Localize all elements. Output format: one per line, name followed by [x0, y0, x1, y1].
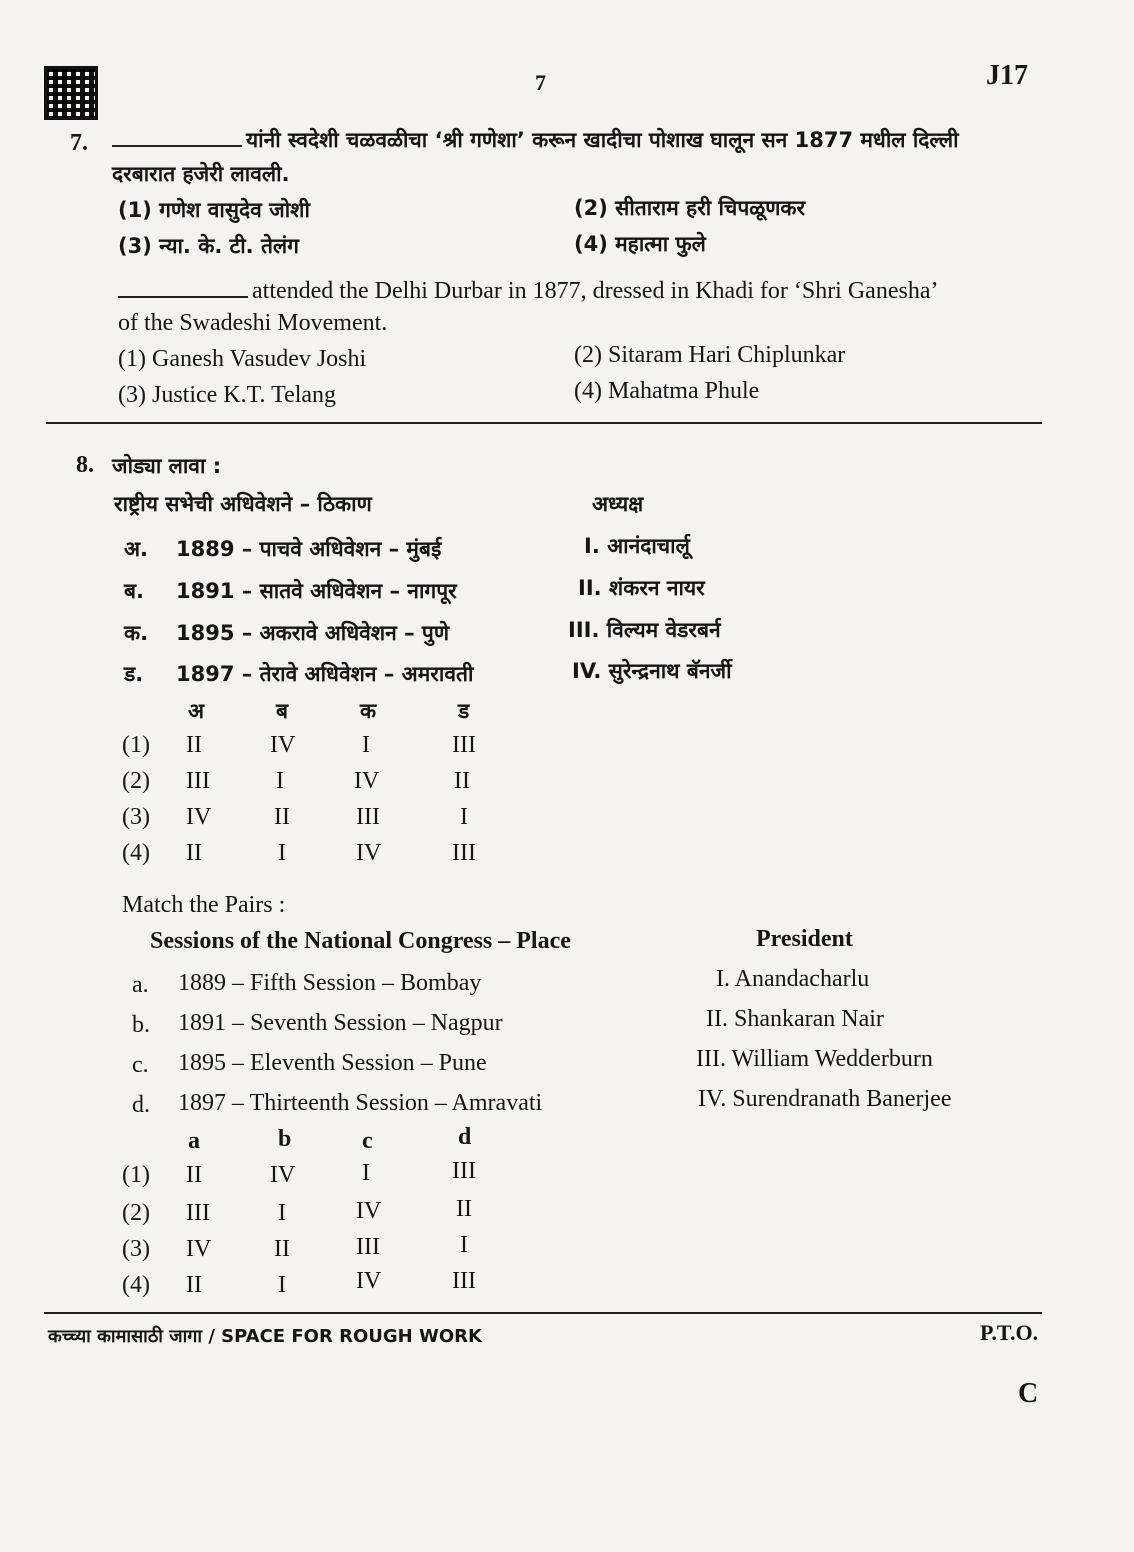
pto-label: P.T.O.: [980, 1320, 1039, 1345]
q8-en-title: Match the Pairs :: [122, 892, 286, 918]
q8-en-grid-option: (3): [122, 1236, 150, 1262]
q8-en-column-right: President: [756, 926, 853, 952]
page-number: 7: [535, 70, 546, 95]
q8-mr-grid-cell: IV: [356, 840, 382, 866]
q8-mr-title: जोड्या लावा :: [112, 454, 222, 478]
q8-mr-grid-cell: IV: [270, 732, 296, 758]
q8-en-grid-cell: III: [452, 1268, 476, 1294]
q8-mr-grid-cell: II: [186, 732, 202, 758]
q8-mr-pair-president: II. शंकरन नायर: [578, 576, 705, 600]
q8-en-grid-option: (1): [122, 1162, 150, 1188]
q8-en-pair-text: 1897 – Thirteenth Session – Amravati: [178, 1090, 543, 1116]
q8-en-grid-cell: IV: [186, 1236, 212, 1262]
q8-en-grid-cell: I: [362, 1160, 370, 1186]
q8-en-grid-cell: IV: [270, 1162, 296, 1188]
q8-mr-pair-key: ब.: [124, 579, 144, 603]
q8-en-pair-text: 1891 – Seventh Session – Nagpur: [178, 1010, 503, 1036]
q8-en-grid-cell: III: [186, 1200, 210, 1226]
q8-mr-grid-cell: IV: [186, 804, 212, 830]
q7-mr-option-4: (4) महात्मा फुले: [574, 232, 706, 256]
q8-mr-grid-head: ब: [276, 699, 288, 723]
q8-en-grid-cell: I: [278, 1200, 286, 1226]
q8-mr-grid-option: (3): [122, 804, 150, 830]
q8-mr-pair-text: 1889 – पाचवे अधिवेशन – मुंबई: [176, 537, 442, 561]
q8-mr-grid-cell: II: [186, 840, 202, 866]
q7-en-option-1: (1) Ganesh Vasudev Joshi: [118, 346, 367, 372]
q7-en-option-4: (4) Mahatma Phule: [574, 378, 760, 404]
q8-mr-grid-cell: II: [274, 804, 290, 830]
q8-en-pair-president: IV. Surendranath Banerjee: [698, 1086, 952, 1112]
q8-en-grid-head: d: [458, 1124, 472, 1150]
q8-mr-pair-president: I. आनंदाचार्लू: [584, 534, 690, 558]
q8-mr-grid-cell: IV: [354, 768, 380, 794]
q8-en-pair-president: II. Shankaran Nair: [706, 1006, 884, 1032]
q8-en-pair-key: c.: [132, 1052, 149, 1078]
q7-en-option-3: (3) Justice K.T. Telang: [118, 382, 337, 408]
q8-en-pair-text: 1889 – Fifth Session – Bombay: [178, 970, 482, 996]
q8-mr-pair-text: 1895 – अकरावे अधिवेशन – पुणे: [176, 621, 449, 645]
q7-en-stem-line-1: attended the Delhi Durbar in 1877, dressed in Khadi for ‘Shri Ganesha’: [118, 278, 938, 305]
qr-code: [44, 66, 98, 120]
q8-mr-pair-key: ड.: [124, 662, 144, 686]
rough-work-label: कच्च्या कामासाठी जागा / SPACE FOR ROUGH WORK: [48, 1326, 482, 1347]
q8-en-pair-text: 1895 – Eleventh Session – Pune: [178, 1050, 487, 1076]
q8-en-pair-key: d.: [132, 1092, 150, 1118]
q8-mr-pair-text: 1891 – सातवे अधिवेशन – नागपूर: [176, 579, 457, 603]
q8-en-pair-president: III. William Wedderburn: [696, 1046, 933, 1072]
q7-mr-stem-line-1: यांनी स्वदेशी चळवळीचा ‘श्री गणेशा’ करून खादीचा पोशाख घालून सन 1877 मधील दिल्ली: [112, 126, 959, 154]
q8-en-grid-cell: II: [274, 1236, 290, 1262]
q8-mr-grid-cell: III: [186, 768, 210, 794]
answer-blank: [118, 296, 248, 298]
q7-mr-option-2: (2) सीताराम हरी चिपळूणकर: [574, 196, 806, 220]
q8-en-grid-cell: II: [456, 1196, 472, 1222]
q8-mr-pair-text: 1897 – तेरावे अधिवेशन – अमरावती: [176, 662, 474, 686]
q8-en-grid-cell: III: [356, 1234, 380, 1260]
q8-en-grid-head: c: [362, 1128, 373, 1154]
q8-en-grid-option: (2): [122, 1200, 150, 1226]
q8-mr-grid-option: (4): [122, 840, 150, 866]
q8-en-pair-key: b.: [132, 1012, 150, 1038]
answer-blank: [112, 145, 242, 147]
q8-en-grid-cell: I: [278, 1272, 286, 1298]
q8-mr-pair-key: अ.: [124, 537, 149, 561]
q8-mr-grid-cell: II: [454, 768, 470, 794]
q8-en-pair-president: I. Anandacharlu: [716, 966, 870, 992]
q8-mr-pair-president: IV. सुरेन्द्रनाथ बॅनर्जी: [572, 659, 732, 683]
question-divider: [46, 422, 1042, 424]
q8-en-column-left: Sessions of the National Congress – Place: [150, 928, 571, 954]
q8-en-grid-cell: IV: [356, 1198, 382, 1224]
q8-en-grid-head: b: [278, 1126, 292, 1152]
q8-mr-grid-option: (2): [122, 768, 150, 794]
q8-mr-column-right: अध्यक्ष: [592, 492, 644, 516]
q8-en-grid-cell: II: [186, 1272, 202, 1298]
q8-mr-grid-cell: III: [452, 732, 476, 758]
set-code: C: [1018, 1378, 1039, 1409]
q8-mr-pair-president: III. विल्यम वेडरबर्न: [568, 618, 721, 642]
q7-mr-option-3: (3) न्या. के. टी. तेलंग: [118, 234, 299, 258]
q7-en-stem-line-2: of the Swadeshi Movement.: [118, 310, 388, 336]
q8-mr-column-left: राष्ट्रीय सभेची अधिवेशने – ठिकाण: [114, 492, 372, 516]
q8-mr-grid-head: ड: [458, 699, 470, 723]
paper-code: J17: [986, 60, 1028, 91]
q8-mr-grid-cell: I: [362, 732, 370, 758]
question-number: 8.: [76, 452, 94, 478]
q8-mr-grid-option: (1): [122, 732, 150, 758]
footer-divider: [44, 1312, 1042, 1314]
q8-en-pair-key: a.: [132, 972, 149, 998]
q7-mr-option-1: (1) गणेश वासुदेव जोशी: [118, 198, 310, 222]
q7-en-option-2: (2) Sitaram Hari Chiplunkar: [574, 342, 846, 368]
q8-mr-grid-head: क: [360, 699, 377, 723]
q8-mr-grid-cell: I: [276, 768, 284, 794]
q8-mr-grid-cell: I: [460, 804, 468, 830]
q8-en-grid-cell: I: [460, 1232, 468, 1258]
question-number: 7.: [70, 130, 88, 156]
q8-mr-pair-key: क.: [124, 621, 149, 645]
q8-en-grid-cell: II: [186, 1162, 202, 1188]
q8-en-grid-option: (4): [122, 1272, 150, 1298]
q8-en-grid-cell: III: [452, 1158, 476, 1184]
q8-mr-grid-cell: III: [356, 804, 380, 830]
q8-en-grid-cell: IV: [356, 1268, 382, 1294]
q8-mr-grid-head: अ: [188, 699, 205, 723]
q8-en-grid-head: a: [188, 1128, 200, 1154]
q7-mr-stem-line-2: दरबारात हजेरी लावली.: [112, 162, 290, 186]
q8-mr-grid-cell: III: [452, 840, 476, 866]
q8-mr-grid-cell: I: [278, 840, 286, 866]
